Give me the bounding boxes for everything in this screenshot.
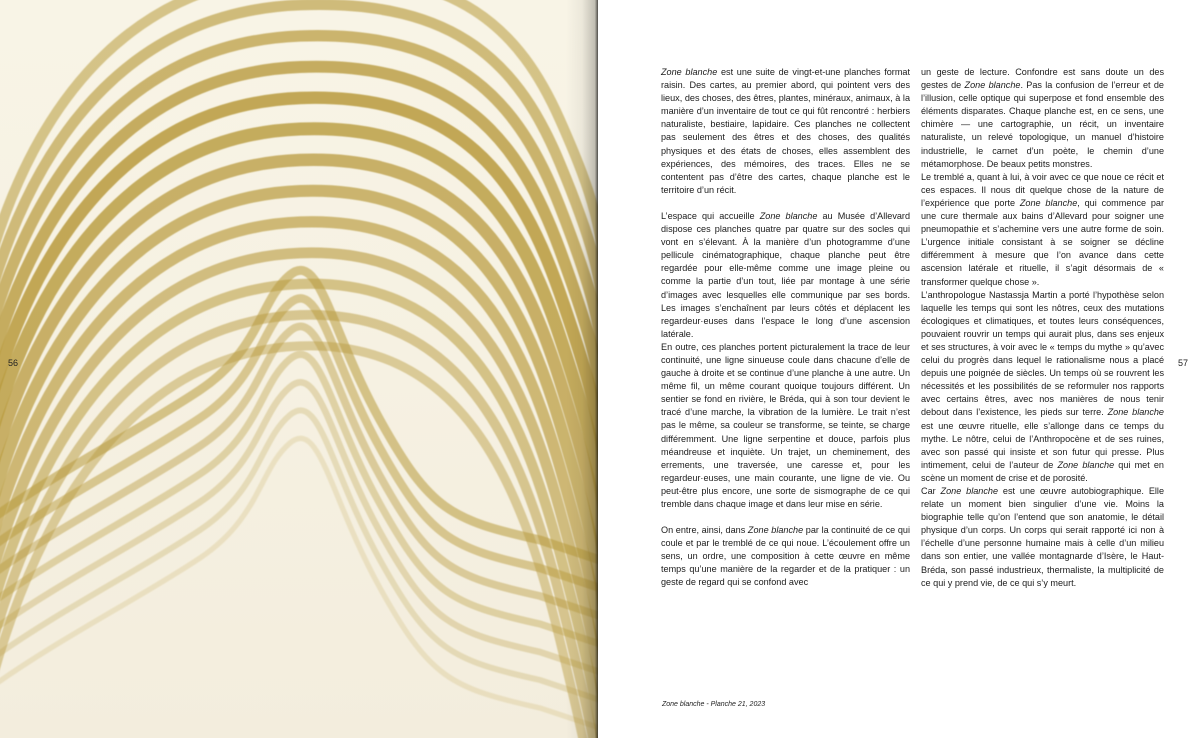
paragraph: Zone blanche est une suite de vingt-et-une planches format raisin. Des cartes, au premier abord, qui pointent vers des lieux, des choses, des êtres, plantes, minéraux, animaux, à la manière d’un inventaire de tout ce qui fût rencontré : herbiers naturaliste, bestiaire, lapidaire. Ces planches ne collectent pas seulement des êtres et des choses, des qualités physiques et des états de choses, elles assemblent des expériences, des mémoires, des traces. Elles ne se contentent pas d’être des cartes, chaque planche est le territoire d’un récit. — [661, 67, 910, 195]
left-page — [0, 0, 598, 738]
paragraph: On entre, ainsi, dans Zone blanche par la continuité de ce qui coule et par le tremblé de ce qui noue. L’écoulement offre un sens, un ordre, une composition à cette œuvre en même temps qu’une manière de la regarder et de la pratiquer : un geste de regard qui se confond avec — [661, 525, 910, 588]
paragraph: En outre, ces planches portent picturalement la trace de leur continuité, une ligne sinueuse coule dans chacune d’elle de gauche à droite et se continue d’une planche à une autre. Un même fil, un même courant quoique toujours différent. Un sentier se fond en rivière, le Bréda, qui à son tour devient le tracé d’une marche, la vibration de la lumière. Le trait n’est pas le même, sa couleur se transforme, se teinte, se charge différemment. Une ligne serpentine et douce, parfois plus méandreuse et inquiète. Un trajet, un cheminement, des errements, une traversée, une caresse et, pour les regardeur·euses, une main courante, une ligne de vie. Ou peut-être plus encore, une sorte de sismographe de ce qui tremble dans chaque image et dans leur mise en série. — [661, 341, 910, 509]
text-column-2 — [921, 66, 1164, 590]
gutter-shadow — [566, 0, 598, 738]
page-number-left: 56 — [8, 358, 19, 368]
paragraph: Car Zone blanche est une œuvre autobiographique. Elle relate un moment bien singulier d’une vie. Moins la biographie telle qu’on l’entend que son anatomie, le détail physique d’un corps. Un corps qui serait rapporté ici non à l’échelle d’une personne humaine mais à celle d’un milieu dans son entier, une vallée montagnarde d’Isère, le Haut-Bréda, son passé industrieux, thermaliste, la multiplicité de ce qui y prend vie, de ce qui s’y meurt. — [921, 486, 1164, 588]
caption-title: Zone blanche — [662, 701, 705, 708]
paragraph: un geste de lecture. Confondre est sans doute un des gestes de Zone blanche. Pas la confusion de l’erreur et de l’illusion, celle optique qui superpose et fond ensemble des éléments disparates. Chaque planche est, en ce sens, une chimère — une cartographie, un récit, un inventaire naturaliste, un relevé topologique, un manuel d’histoire industrielle, le carnet d’un poète, le chemin d’une métamorphose. De beaux petits monstres. — [921, 67, 1164, 169]
artwork-planche-21 — [0, 0, 598, 738]
caption-rest: - Planche 21, 2023 — [704, 701, 766, 708]
page-number-right: 57 — [1178, 358, 1189, 368]
paragraph: L’anthropologue Nastassja Martin a porté l’hypothèse selon laquelle les temps qui sont les nôtres, ceux des mutations écologiques et climatiques, et toutes leurs conséquences, pouvaient rouvrir un temps qui aurait plus, dans ses enjeux et ses structures, à voir avec le « temps du mythe » qu’avec celui du progrès dans lequel le rationalisme nous a placé depuis une poignée de siècles. Un temps où se rouvrent les nécessités et les possibilités de se reformuler nos rapports avec certains êtres, avec nos manières de nous tenir debout dans l’existence, les pieds sur terre. Zone blanche est une œuvre rituelle, elle s’allonge dans ce temps du mythe. Le nôtre, celui de l’Anthropocène et de ses ruines, avec son passé qui insiste et son futur qui presse. Plus intimement, celui de l’auteur de Zone blanche qui met en scène un moment de crise et de porosité. — [921, 289, 1164, 483]
paragraph: L’espace qui accueille Zone blanche au Musée d’Allevard dispose ces planches quatre par quatre sur des socles qui vont en s’élevant. À la manière d’un photogramme d’une pellicule cinématographique, chaque planche peut être regardée pour elle-même comme une image pleine ou comme la partie d’un tout, liée par montage à une série d’images avec lesquelles elle communique par ses bords. Les images s’enchaînent par leurs côtés et déplacent les regardeur·euses dans l’espace le long d’une ascension latérale. — [661, 210, 911, 339]
text-column-1 — [661, 66, 910, 590]
paragraph: Le tremblé a, quant à lui, à voir avec ce que noue ce récit et ces espaces. Il nous dit quelque chose de la nature de l’expérience que porte Zone blanche, qui commence par une cure thermale aux bains d’Allevard pour soigner une pneumopathie et s’achemine vers une autre forme de soin. L’urgence initiale consistant à se soigner se décline différemment à mesure que l’on avance dans cette ascension latérale et rituelle, il s’agit désormais de « transformer quelque chose ». — [921, 171, 1165, 287]
image-caption — [662, 701, 765, 708]
